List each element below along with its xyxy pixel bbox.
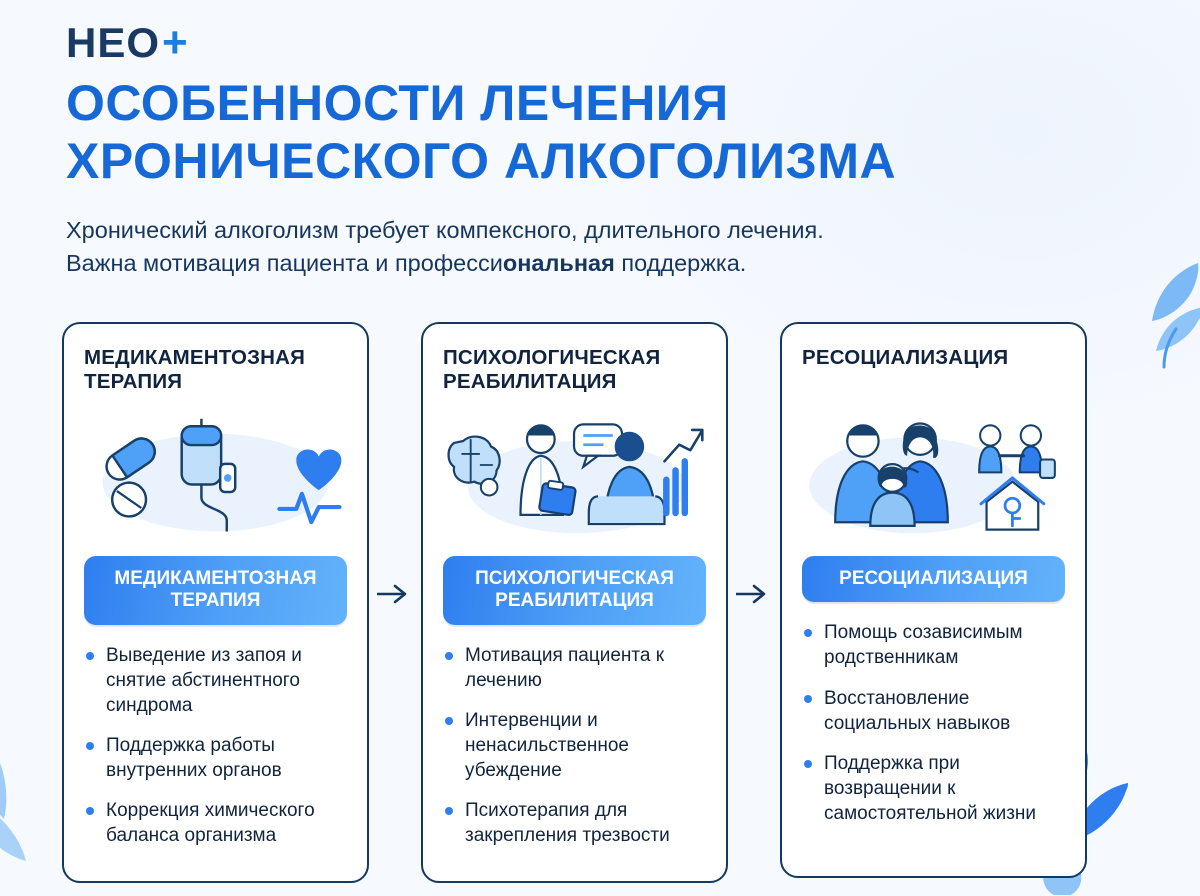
stage-badge-resocialization-line-1: РЕСОЦИАЛИЗАЦИЯ (839, 568, 1028, 589)
stage-heading-resocialization (802, 346, 1065, 396)
stage-badge-psychological-line-2: РЕАБИЛИТАЦИЯ (495, 590, 654, 612)
page-title-line-1: ОСОБЕННОСТИ ЛЕЧЕНИЯ (66, 75, 729, 131)
stage-heading-resocialization-line-1: РЕСОЦИАЛИЗАЦИЯ (802, 346, 1009, 369)
page-subtitle-line-2-a: Важна мотивация пациента и професси (66, 250, 503, 277)
stage-card-medication (62, 322, 369, 883)
list-item: Выведение из запоя и снятие абстинентного синдрома (84, 643, 347, 718)
therapy-session-brain-chart-icon (443, 402, 706, 552)
stage-heading-medication-line-2: ТЕРАПИЯ (84, 370, 183, 394)
arrow-column2-to-column3 (732, 580, 776, 613)
page-subtitle-line-2 (66, 247, 1086, 280)
family-handshake-house-icon (802, 402, 1065, 552)
stage-badge-psychological (443, 556, 706, 625)
list-item: Помощь созависимым родственникам (802, 620, 1065, 670)
stage-heading-medication (84, 346, 347, 396)
stage-heading-psychological-line-1: ПСИХОЛОГИЧЕСКАЯ (443, 346, 661, 369)
stage-heading-psychological (443, 346, 706, 396)
list-item: Поддержка работы внутренних органов (84, 733, 347, 783)
stage-badge-medication (84, 556, 347, 625)
stage-card-psychological (421, 322, 728, 883)
page-title (66, 74, 1146, 190)
stage-heading-medication-line-1: МЕДИКАМЕНТОЗНАЯ (84, 346, 306, 369)
list-item: Поддержка при возвращении к самостоятельной жизни (802, 751, 1065, 826)
stage-bullets-medication (84, 643, 347, 849)
stage-badge-medication-line-1: МЕДИКАМЕНТОЗНАЯ (114, 568, 317, 589)
list-item: Коррекция химического баланса организма (84, 798, 347, 848)
arrow-column1-to-column2 (373, 580, 417, 613)
list-item: Психотерапия для закрепления трезвости (443, 798, 706, 848)
stage-badge-medication-line-2: ТЕРАПИЯ (170, 590, 261, 612)
page-subtitle-line-1: Хронический алкоголизм требует компексного, длительного лечения. (66, 217, 824, 243)
brand-logo-plus-icon: + (162, 18, 189, 67)
pills-iv-drip-heart-icon (84, 402, 347, 552)
page-title-line-2: ХРОНИЧЕСКОГО АЛКОГОЛИЗМА (66, 133, 897, 189)
stage-badge-resocialization (802, 556, 1065, 602)
stage-bullets-psychological (443, 643, 706, 849)
brand-logo (66, 18, 189, 68)
stage-badge-psychological-line-1: ПСИХОЛОГИЧЕСКАЯ (475, 568, 674, 589)
page-subtitle-emphasis: ональная (502, 250, 615, 277)
list-item: Мотивация пациента к лечению (443, 643, 706, 693)
page-subtitle (66, 214, 1086, 281)
list-item: Восстановление социальных навыков (802, 686, 1065, 736)
stage-bullets-resocialization (802, 620, 1065, 826)
stage-card-resocialization (780, 322, 1087, 878)
page-subtitle-line-2-c: поддержка. (614, 250, 747, 277)
list-item: Интервенции и ненасильственное убеждение (443, 708, 706, 783)
stage-heading-psychological-line-2: РЕАБИЛИТАЦИЯ (443, 370, 617, 394)
brand-logo-text: HEO (66, 19, 161, 66)
treatment-stages (62, 322, 1142, 882)
